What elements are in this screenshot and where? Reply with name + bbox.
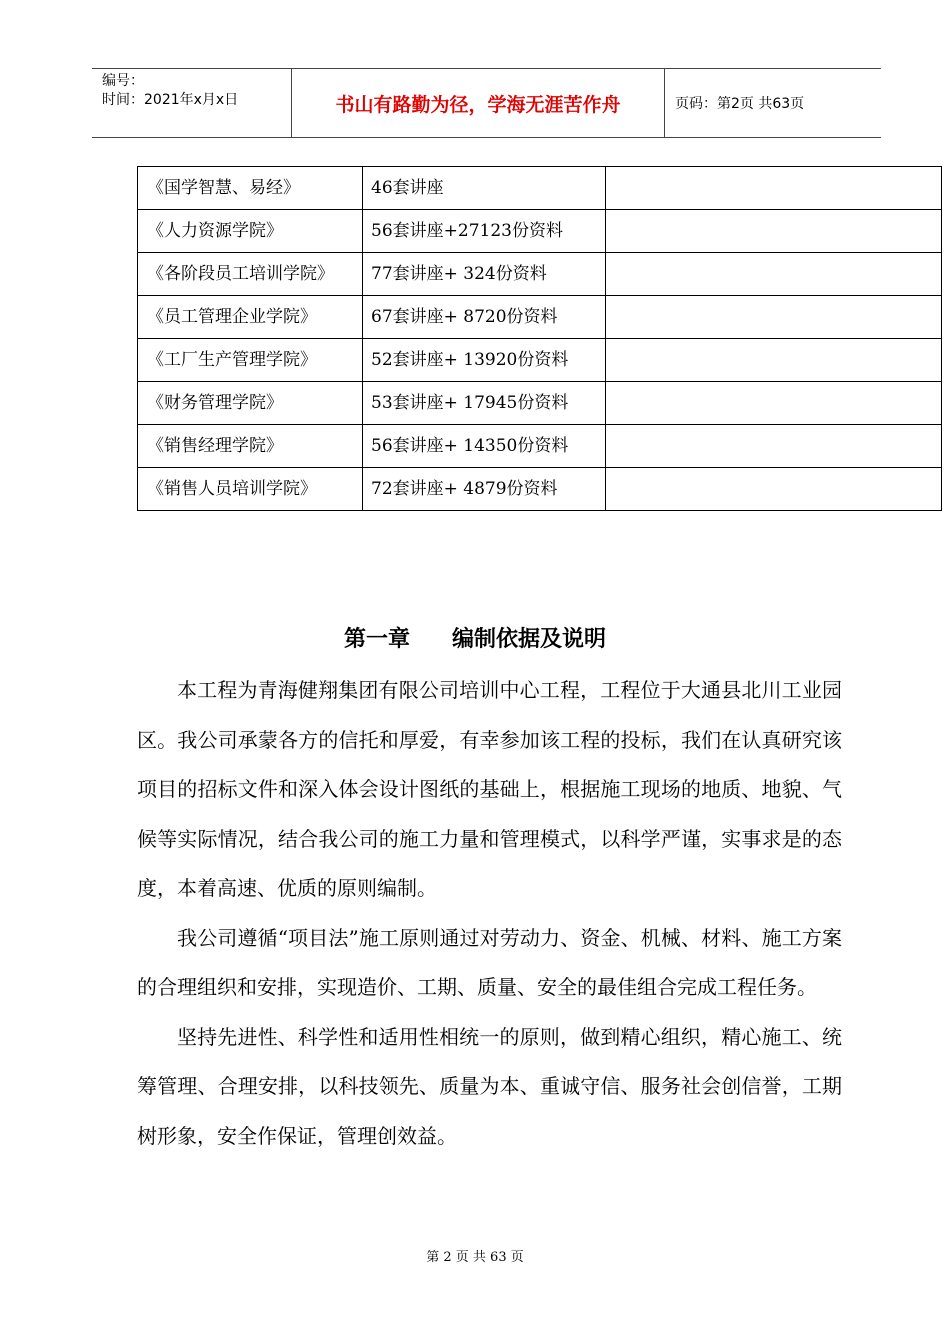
- table-cell-name: 《销售人员培训学院》: [138, 468, 363, 511]
- chapter-body: [137, 666, 842, 1161]
- table-row: [138, 339, 942, 382]
- header-page-info: 页码：第2页 共63页: [675, 96, 805, 112]
- table-row: [138, 425, 942, 468]
- header-slogan: 书山有路勤为径，学海无涯苦作舟: [292, 69, 665, 137]
- table-cell-content: 52套讲座+ 13920份资料: [363, 339, 606, 382]
- page-header: [92, 68, 881, 138]
- header-meta: [92, 69, 292, 137]
- table-row: [138, 210, 942, 253]
- table-cell-note: [606, 468, 942, 511]
- table-cell-content: 67套讲座+ 8720份资料: [363, 296, 606, 339]
- table-cell-note: [606, 296, 942, 339]
- table-cell-note: [606, 339, 942, 382]
- paragraph-policy: 坚持先进性、科学性和适用性相统一的原则，做到精心组织，精心施工、统筹管理、合理安排，以科技领先、质量为本、重诚守信、服务社会创信誉，工期树形象，安全作保证，管理创效益。: [137, 1024, 842, 1148]
- table-cell-name: 《人力资源学院》: [138, 210, 363, 253]
- table-cell-content: 53套讲座+ 17945份资料: [363, 382, 606, 425]
- number-label: 编号：: [102, 73, 144, 89]
- table-row: [138, 468, 942, 511]
- table-cell-content: 56套讲座+ 14350份资料: [363, 425, 606, 468]
- table-cell-note: [606, 167, 942, 210]
- course-table: [137, 166, 942, 511]
- table-cell-content: 56套讲座+27123份资料: [363, 210, 606, 253]
- paragraph-principle: 我公司遵循“项目法”施工原则通过对劳动力、资金、机械、材料、施工方案的合理组织和安排，实现造价、工期、质量、安全的最佳组合完成工程任务。: [137, 925, 842, 999]
- chapter-title: 编制依据及说明: [452, 627, 607, 652]
- chapter-heading: [0, 622, 950, 653]
- table-cell-name: 《工厂生产管理学院》: [138, 339, 363, 382]
- chapter-number: 第一章: [343, 627, 410, 652]
- table-cell-name: 《国学智慧、易经》: [138, 167, 363, 210]
- table-cell-content: 46套讲座: [363, 167, 606, 210]
- table-cell-note: [606, 425, 942, 468]
- table-cell-name: 《销售经理学院》: [138, 425, 363, 468]
- table-cell-name: 《各阶段员工培训学院》: [138, 253, 363, 296]
- time-label: 时间：2021年x月x日: [102, 92, 239, 108]
- table-cell-note: [606, 382, 942, 425]
- page-footer: 第 2 页 共 63 页: [426, 1250, 524, 1265]
- table-row: [138, 296, 942, 339]
- table-cell-note: [606, 210, 942, 253]
- table-cell-name: 《财务管理学院》: [138, 382, 363, 425]
- table-row: [138, 167, 942, 210]
- table-row: [138, 382, 942, 425]
- table-cell-note: [606, 253, 942, 296]
- paragraph-intro: 本工程为青海健翔集团有限公司培训中心工程，工程位于大通县北川工业园区。我公司承蒙各方的信托和厚爱，有幸参加该工程的投标，我们在认真研究该项目的招标文件和深入体会设计图纸的基础上，根据施工现场的地质、地貌、气候等实际情况，结合我公司的施工力量和管理模式，以科学严谨，实事求是的态度，本着高速、优质的原则编制。: [137, 678, 842, 900]
- table-row: [138, 253, 942, 296]
- table-cell-content: 72套讲座+ 4879份资料: [363, 468, 606, 511]
- table-cell-content: 77套讲座+ 324份资料: [363, 253, 606, 296]
- table-cell-name: 《员工管理企业学院》: [138, 296, 363, 339]
